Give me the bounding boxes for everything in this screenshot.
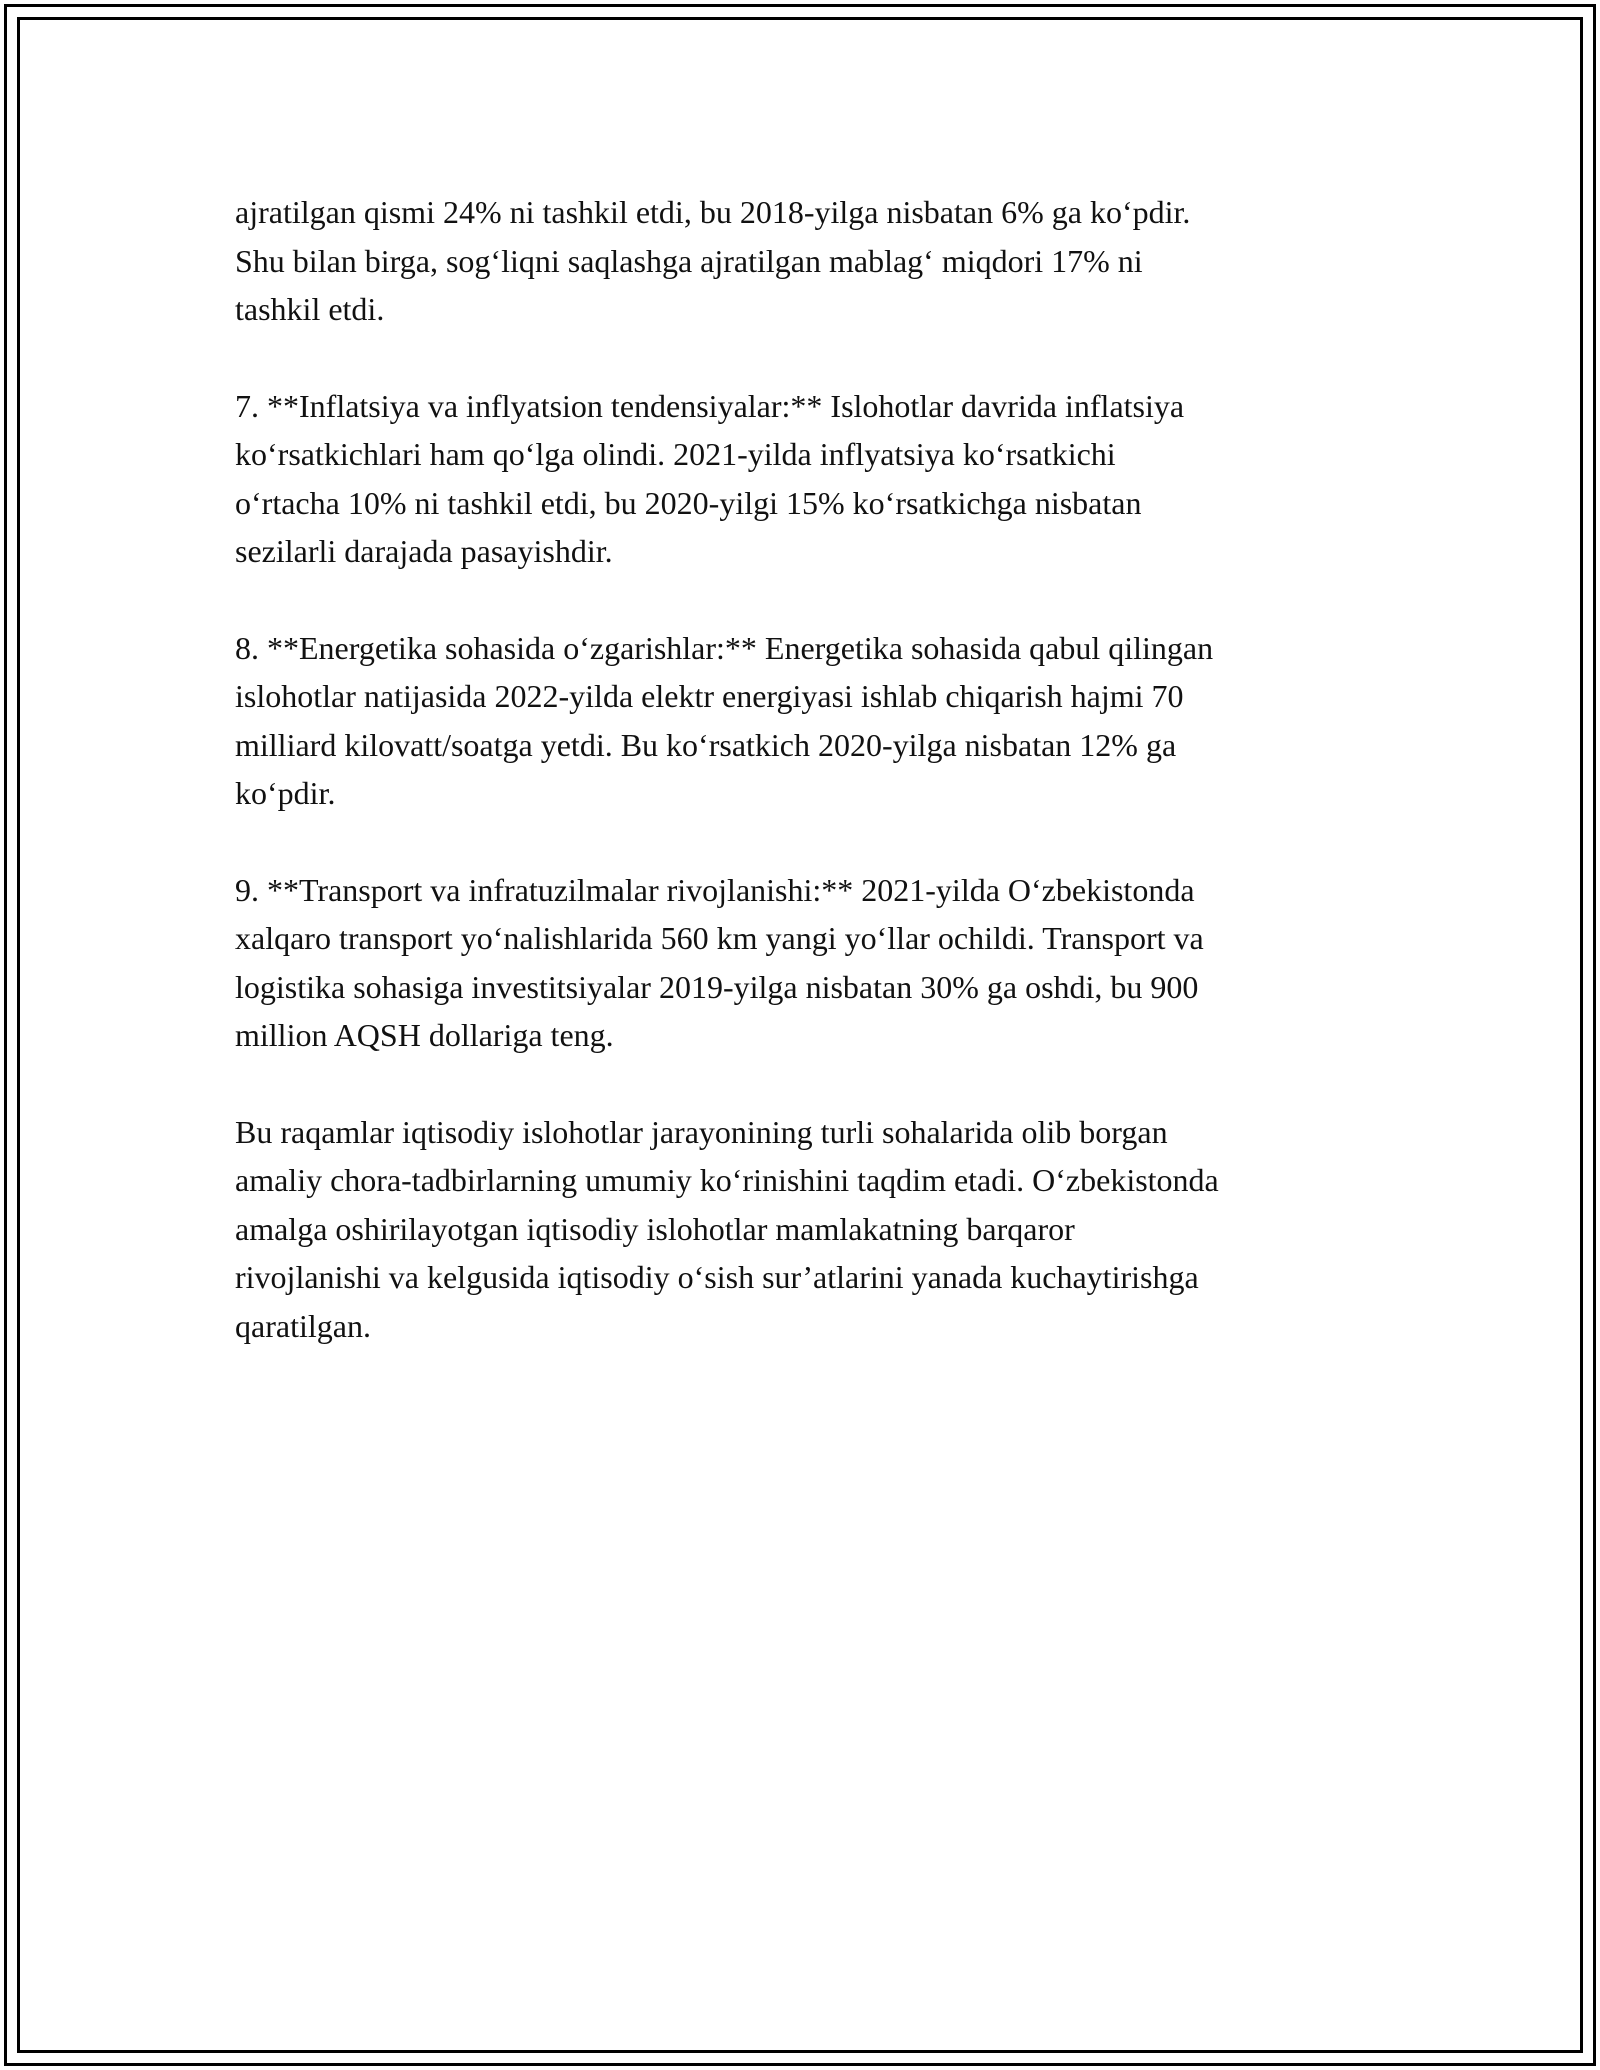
paragraph-inflation: 7. **Inflatsiya va inflyatsion tendensiyalar:** Islohotlar davrida inflatsiya ko‘rsatkichlari ham qo‘lga olindi. 2021-yilda inflyatsiya ko‘rsatkichi o‘rtacha 10% ni tashkil etdi, bu 2020-yilgi 15% ko‘rsatkichga nisbatan sezilarli darajada pasayishdir. — [235, 387, 1185, 569]
paragraph-energy: 8. **Energetika sohasida o‘zgarishlar:** Energetika sohasida qabul qilingan islohotlar natijasida 2022-yilda elektr energiyasi ishlab chiqarish hajmi 70 milliard kilovatt/soatga yetdi. Bu ko‘rsatkich 2020-yilga nisbatan 12% ga ko‘pdir. — [235, 629, 1214, 811]
document-body — [235, 188, 1375, 1398]
paragraph-conclusion: Bu raqamlar iqtisodiy islohotlar jarayonining turli sohalarida olib borgan amaliy chora-tadbirlarning umumiy ko‘rinishini taqdim etadi. O‘zbekistonda amalga oshirilayotgan iqtisodiy islohotlar mamlakatning barqaror rivojlanishi va kelgusida iqtisodiy o‘sish sur’atlarini yanada kuchaytirishga qaratilgan. — [235, 1113, 1219, 1344]
paragraph-budget-allocation: ajratilgan qismi 24% ni tashkil etdi, bu 2018-yilga nisbatan 6% ga ko‘pdir. Shu bilan birga, sog‘liqni saqlashga ajratilgan mablag‘ miqdori 17% ni tashkil etdi. — [235, 194, 1191, 327]
paragraph-transport: 9. **Transport va infratuzilmalar rivojlanishi:** 2021-yilda O‘zbekistonda xalqaro transport yo‘nalishlarida 560 km yangi yo‘llar ochildi. Transport va logistika sohasiga investitsiyalar 2019-yilga nisbatan 30% ga oshdi, bu 900 million AQSH dollariga teng. — [235, 871, 1204, 1053]
